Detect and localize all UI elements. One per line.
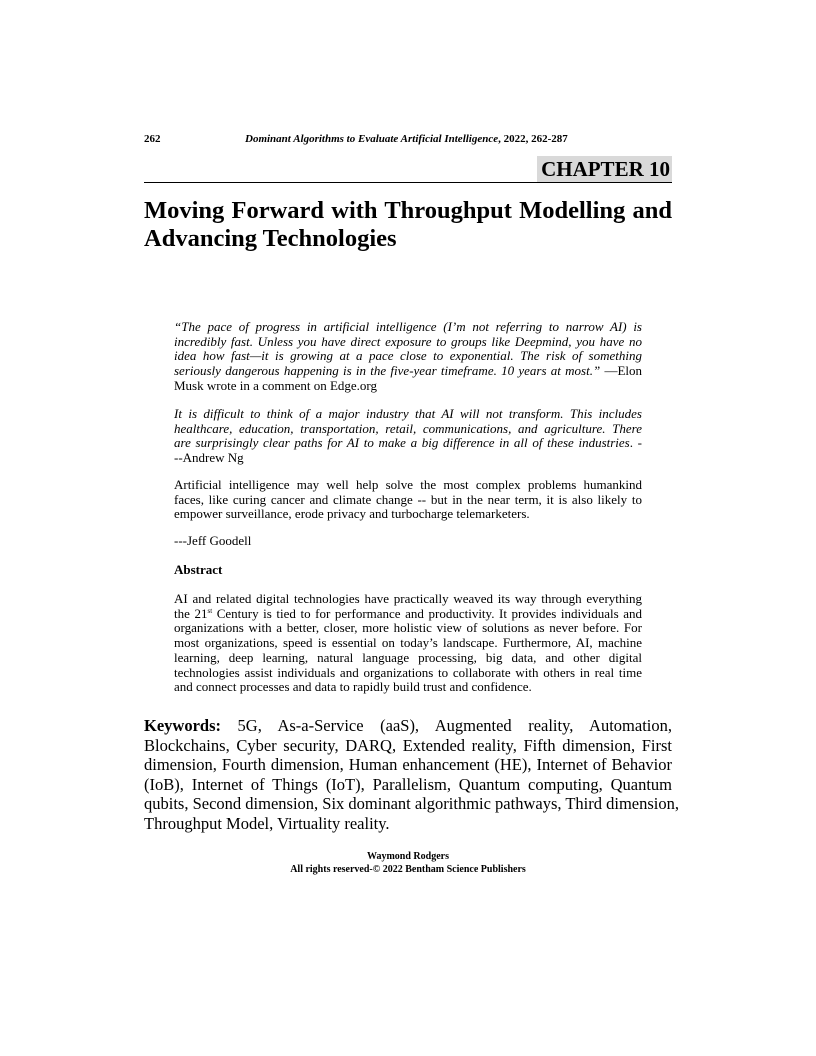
superscript: st — [207, 606, 213, 615]
text-line — [174, 621, 642, 636]
book-citation — [245, 133, 568, 145]
chapter-title — [144, 197, 672, 253]
footer — [144, 851, 672, 876]
book-title: Dominant Algorithms to Evaluate Artificial Intelligence — [245, 133, 499, 145]
keywords-text: (IoB), Internet of Things (IoT), Parallelism, Quantum computing, Quantum — [144, 774, 672, 794]
keywords-text: qubits, Second dimension, Six dominant algorithmic pathways, Third dimension, — [144, 794, 679, 813]
page-number: 262 — [144, 133, 161, 145]
text-line — [174, 407, 642, 422]
keywords-line — [144, 755, 672, 775]
text-segment: are surprisingly clear paths for AI to make a big difference in all of these industries — [174, 435, 630, 451]
text-segment: . - — [629, 435, 642, 451]
keywords-text: 5G, As-a-Service (aaS), Augmented reality, Automation, — [221, 716, 672, 735]
text-segment: --Andrew Ng — [174, 450, 244, 466]
text-segment: seriously dangerous happening is in the five-year timeframe. 10 years at most.” — [174, 363, 605, 379]
running-header — [144, 133, 672, 147]
keywords-text: Blockchains, Cyber security, DARQ, Extended reality, Fifth dimension, First — [144, 735, 672, 755]
text-line — [174, 680, 642, 695]
text-line — [174, 364, 642, 379]
text-line — [174, 478, 642, 493]
text-line — [174, 436, 642, 451]
keywords-line — [144, 775, 672, 795]
text-segment: Musk wrote in a comment on Edge.org — [174, 377, 378, 393]
text-segment: Century is tied to for performance and productivity. It provides individuals and — [212, 605, 642, 621]
text-line — [174, 379, 642, 394]
text-line — [174, 666, 642, 681]
text-line — [174, 349, 642, 364]
attribution-goodell — [174, 534, 642, 549]
text-line — [174, 507, 642, 522]
text-segment: Artificial intelligence may well help solve the most complex problems humankind — [174, 477, 642, 492]
text-segment: ---Jeff Goodell — [174, 533, 252, 548]
text-segment: incredibly fast. Unless you have direct exposure to groups like Deepmind, you have no — [174, 333, 642, 349]
keywords-text: dimension, Fourth dimension, Human enhancement (HE), Internet of Behavior — [144, 755, 672, 774]
title-line: Moving Forward with Throughput Modelling and — [144, 197, 672, 224]
abstract-heading — [174, 563, 642, 578]
text-line — [174, 592, 642, 607]
text-segment: Abstract — [174, 562, 223, 577]
text-segment: “The pace of progress in artificial intelligence (I’m not referring to narrow AI) is — [174, 319, 642, 334]
text-segment: AI and related digital technologies have practically weaved its way through everything — [174, 591, 642, 606]
keywords-label: Keywords: — [144, 716, 221, 735]
quote-ng — [174, 407, 642, 466]
text-line — [174, 451, 642, 466]
keywords-line — [144, 736, 672, 756]
quote-goodell — [174, 478, 642, 522]
text-segment: and connect processes and data to rapidly build trust and confidence. — [174, 679, 532, 695]
text-segment: learning, deep learning, natural language processing, big data, and other digital — [174, 649, 642, 665]
book-meta: , 2022, 262-287 — [498, 133, 568, 145]
text-line — [174, 636, 642, 651]
author-name: Waymond Rodgers — [367, 851, 449, 862]
abstract-body — [174, 592, 642, 695]
keywords-line — [144, 794, 679, 814]
text-line — [174, 493, 642, 508]
keywords-line — [144, 814, 672, 834]
keywords-text: Throughput Model, Virtuality reality. — [144, 813, 390, 833]
text-line — [174, 563, 642, 578]
keywords-line — [144, 716, 672, 736]
header-rule — [144, 182, 672, 183]
keywords — [144, 716, 679, 833]
text-segment: the 21 — [174, 605, 208, 621]
quote-musk — [174, 320, 642, 394]
text-segment: idea how fast—it is growing at a pace close to exponential. The risk of something — [174, 348, 642, 364]
text-segment: healthcare, education, transportation, retail, communications, and agriculture. There — [174, 420, 642, 436]
text-line — [174, 534, 642, 549]
title-line: Advancing Technologies — [144, 225, 397, 252]
chapter-label: CHAPTER 10 — [537, 156, 672, 182]
text-line — [174, 320, 642, 335]
text-line — [174, 422, 642, 437]
text-segment: empower surveillance, erode privacy and turbocharge telemarketers. — [174, 506, 530, 522]
text-segment: faces, like curing cancer and climate change -- but in the near term, it is also likely to — [174, 491, 642, 507]
copyright-notice: All rights reserved-© 2022 Bentham Science Publishers — [290, 863, 526, 875]
text-segment: technologies assist individuals and organizations to collaborate with others in real time — [174, 664, 642, 680]
text-line — [174, 607, 642, 622]
text-line — [174, 651, 642, 666]
text-segment: —Elon — [604, 363, 642, 379]
text-segment: It is difficult to think of a major industry that AI will not transform. This includes — [174, 406, 642, 421]
text-segment: most organizations, speed is essential on today’s landscape. Furthermore, AI, machine — [174, 635, 642, 651]
text-segment: organizations with a better, closer, more holistic view of solutions as never before. For — [174, 620, 642, 636]
text-line — [174, 335, 642, 350]
